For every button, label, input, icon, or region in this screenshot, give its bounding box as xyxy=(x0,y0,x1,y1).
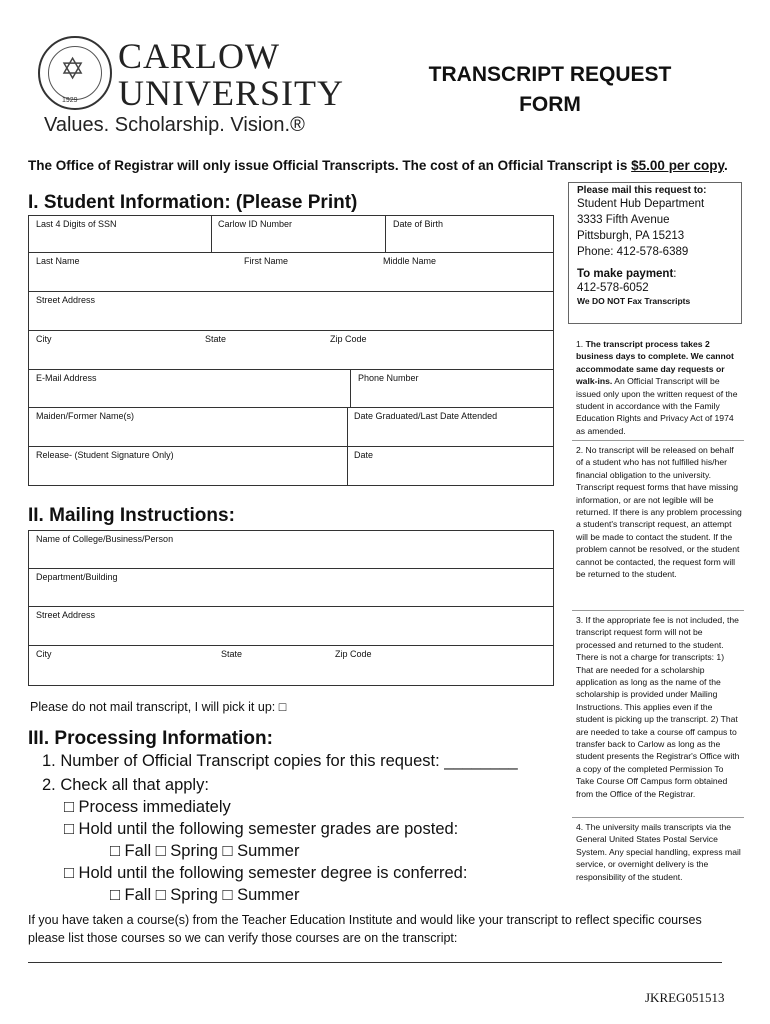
copies-question[interactable]: 1. Number of Official Transcript copies for this request: ________ xyxy=(42,752,518,770)
teacher-education-line1: If you have taken a course(s) from the Teacher Education Institute and would like your transcript to reflect specific courses xyxy=(28,913,702,927)
hold-grades-option[interactable]: □ Hold until the following semester grades are posted: xyxy=(64,820,459,838)
zip-label: Zip Code xyxy=(330,334,367,344)
section1-heading: I. Student Information: (Please Print) xyxy=(28,192,358,213)
check-all-prompt: 2. Check all that apply: xyxy=(42,776,209,794)
mail-street: 3333 Fifth Avenue xyxy=(577,214,670,226)
note-4: 4. The university mails transcripts via the General United States Postal Service System. Any special handling, express mail service, or overnight delivery is the responsibility of the student. xyxy=(576,822,741,882)
release-label: Release- (Student Signature Only) xyxy=(36,450,174,460)
city-label: City xyxy=(36,334,52,344)
payment-phone: 412-578-6052 xyxy=(577,282,649,294)
payment-heading xyxy=(577,268,733,280)
brand-name-line2: UNIVERSITY xyxy=(118,73,344,113)
mail-street-label: Street Address xyxy=(36,610,96,620)
cost-notice xyxy=(28,158,728,173)
mail-city-row[interactable] xyxy=(28,646,554,686)
release-row[interactable] xyxy=(28,447,554,486)
street-label: Street Address xyxy=(36,295,96,305)
phone-label: Phone Number xyxy=(358,373,419,383)
date-label: Date xyxy=(354,450,374,460)
seal-star-icon: ✡ xyxy=(60,53,86,86)
seal-year: 1929 xyxy=(62,97,78,104)
mail-department: Student Hub Department xyxy=(577,198,705,210)
note-1 xyxy=(576,338,742,437)
section3-heading: III. Processing Information: xyxy=(28,728,273,749)
mail-city-label: City xyxy=(36,649,52,659)
mail-phone: Phone: 412-578-6389 xyxy=(577,246,689,258)
last-name-label: Last Name xyxy=(36,256,80,266)
college-row[interactable] xyxy=(28,530,554,569)
note-separator xyxy=(572,610,744,611)
form-code: JKREG051513 xyxy=(645,990,725,1005)
note-3: 3. If the appropriate fee is not included, the transcript request form will not be processed and returned to the student. There is not a charge for transcripts: 1) That are needed for a scholarship application as long as the name of the scholarship is provided under Mailing Instructions. This applies even if the student is picking up the transcript. 2) That are needed to take a course off campus to transfer back to Carlow as long as the student presents the Registrar's Office with a copy of the completed Permission To Take Course Off Campus form obtained from the Office of the Registrar. xyxy=(576,615,740,799)
college-label: Name of College/Business/Person xyxy=(36,534,174,544)
department-row[interactable] xyxy=(28,569,554,607)
section2-heading: II. Mailing Instructions: xyxy=(28,505,235,526)
note-separator xyxy=(572,817,744,818)
divider xyxy=(350,370,351,407)
ssn-label: Last 4 Digits of SSN xyxy=(36,219,117,229)
state-label: State xyxy=(205,334,227,344)
mailing-info-box xyxy=(568,182,742,324)
courses-entry-line[interactable] xyxy=(28,962,722,963)
mail-state-label: State xyxy=(221,649,243,659)
cost-notice-price: $5.00 per copy xyxy=(631,158,724,173)
brand-name-line1: CARLOW xyxy=(118,36,280,76)
ssn-id-dob-row[interactable] xyxy=(28,215,554,253)
payment-heading-text: To make payment xyxy=(577,268,674,280)
teacher-education-line2: please list those courses so we can verify those courses are on the transcript: xyxy=(28,931,458,945)
mail-heading: Please mail this request to: xyxy=(577,185,707,196)
maiden-grad-row[interactable] xyxy=(28,408,554,447)
middle-name-label: Middle Name xyxy=(383,256,437,266)
mail-city: Pittsburgh, PA 15213 xyxy=(577,230,685,242)
first-name-label: First Name xyxy=(244,256,289,266)
maiden-label: Maiden/Former Name(s) xyxy=(36,411,135,421)
note-1-bold: The transcript process takes 2 business days to complete. We cannot accommodate same day requests or walk-ins. xyxy=(576,339,734,387)
note-2: 2. No transcript will be released on behalf of a student who has not fulfilled his/her financial obligation to the university. Transcript request forms that have missing information, or are not legible will be returned. If there is any problem processing a student's transcript request, an attempt will be made to contact the student. If the problem cannot be resolved, or the student cannot be contacted, the request form will be returned to the student. xyxy=(576,445,742,580)
hold-degree-option[interactable]: □ Hold until the following semester degree is conferred: xyxy=(64,864,468,882)
no-fax-notice: We DO NOT Fax Transcripts xyxy=(577,296,691,306)
mail-zip-label: Zip Code xyxy=(335,649,372,659)
dob-label: Date of Birth xyxy=(393,219,444,229)
date-grad-label: Date Graduated/Last Date Attended xyxy=(354,411,498,421)
name-row[interactable] xyxy=(28,253,554,292)
payment-heading-colon: : xyxy=(673,268,677,280)
cost-notice-text: The Office of Registrar will only issue Official Transcripts. The cost of an Official Transcript is xyxy=(28,158,632,173)
form-title-line2: FORM xyxy=(519,93,581,116)
email-label: E-Mail Address xyxy=(36,373,97,383)
city-row[interactable] xyxy=(28,331,554,370)
note-1-number: 1. xyxy=(576,339,586,349)
divider xyxy=(385,216,386,252)
form-title xyxy=(400,60,700,120)
mail-street-row[interactable] xyxy=(28,607,554,646)
divider xyxy=(347,447,348,485)
department-label: Department/Building xyxy=(36,572,118,582)
brand-tagline: Values. Scholarship. Vision.® xyxy=(44,114,305,136)
process-immediately-option[interactable]: □ Process immediately xyxy=(64,798,231,816)
degree-semester-options[interactable]: □ Fall □ Spring □ Summer xyxy=(110,886,300,904)
note-separator xyxy=(572,440,744,441)
grades-semester-options[interactable]: □ Fall □ Spring □ Summer xyxy=(110,842,300,860)
cost-notice-end: . xyxy=(723,158,728,173)
divider xyxy=(211,216,212,252)
form-title-line1: TRANSCRIPT REQUEST xyxy=(428,63,672,86)
pickup-checkbox-label[interactable]: Please do not mail transcript, I will pick it up: □ xyxy=(30,700,287,714)
street-row[interactable] xyxy=(28,292,554,331)
email-phone-row[interactable] xyxy=(28,370,554,408)
divider xyxy=(347,408,348,446)
carlow-id-label: Carlow ID Number xyxy=(218,219,293,229)
note-1-rest: An Official Transcript will be issued only upon the written request of the student in accordance with the Family Education Rights and Privacy Act of 1974 as amended. xyxy=(576,376,738,436)
